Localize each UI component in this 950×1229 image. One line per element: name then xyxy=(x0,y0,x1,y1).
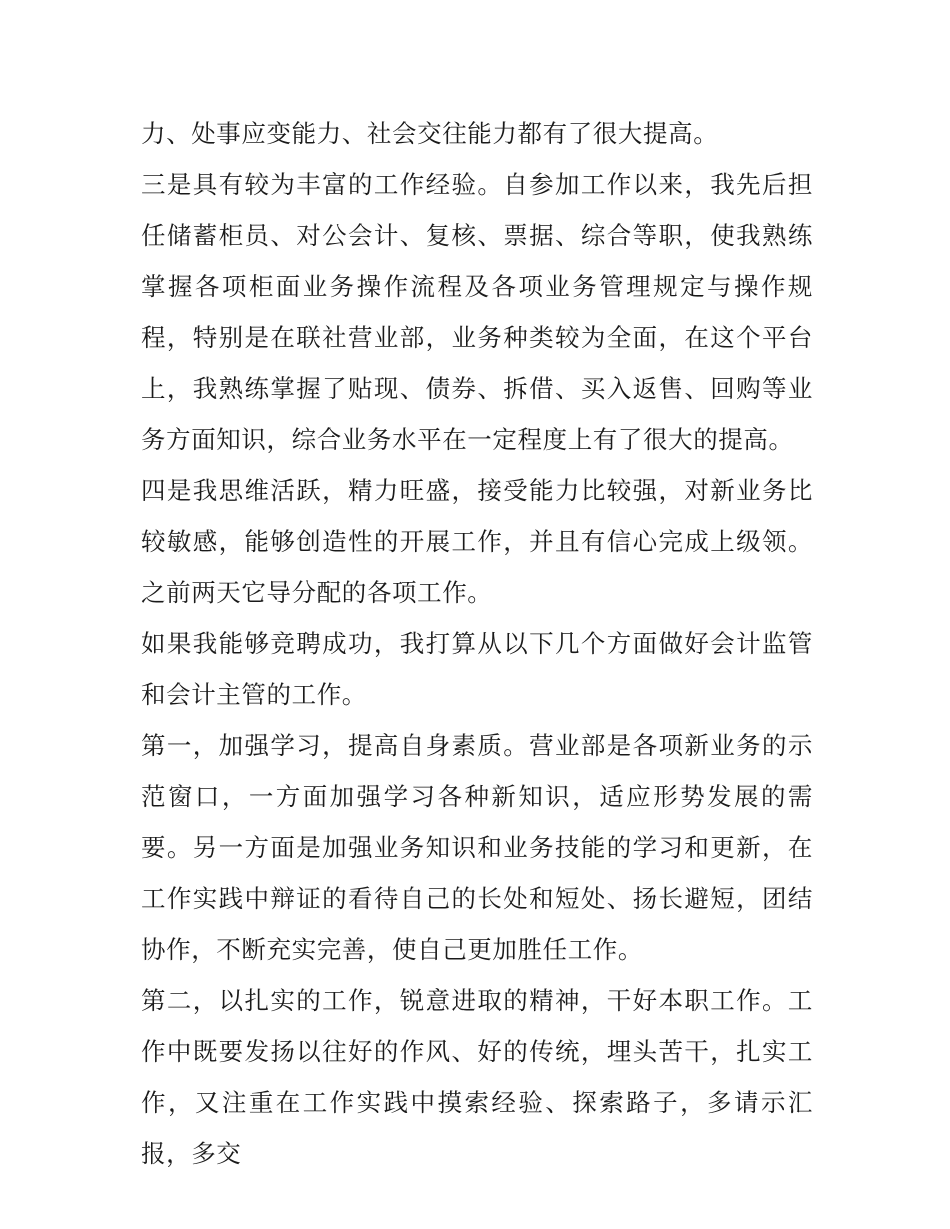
paragraph-2: 三是具有较为丰富的工作经验。自参加工作以来，我先后担任储蓄柜员、对公会计、复核、票据、综合等职，使我熟练掌握各项柜面业务操作流程及各项业务管理规定与操作规程，特别是在联社营业部，业务种类较为全面，在这个平台上，我熟练掌握了贴现、债券、拆借、买入返售、回购等业务方面知识，综合业务水平在一定程度上有了很大的提高。 xyxy=(141,170,813,454)
paragraph-4: 如果我能够竞聘成功，我打算从以下几个方面做好会计监管和会计主管的工作。 xyxy=(141,629,813,709)
paragraph-1: 力、处事应变能力、社会交往能力都有了很大提高。 xyxy=(141,119,719,148)
paragraph-3: 四是我思维活跃，精力旺盛，接受能力比较强，对新业务比较敏感，能够创造性的开展工作，并且有信心完成上级领。之前两天它导分配的各项工作。 xyxy=(141,476,813,607)
paragraph-5: 第一，加强学习，提高自身素质。营业部是各项新业务的示范窗口，一方面加强学习各种新知识，适应形势发展的需要。另一方面是加强业务知识和业务技能的学习和更新，在工作实践中辩证的看待自己的长处和短处、扬长避短，团结协作，不断充实完善，使自己更加胜任工作。 xyxy=(141,731,813,964)
paragraph-6: 第二，以扎实的工作，锐意进取的精神，干好本职工作。工作中既要发扬以往好的作风、好的传统，埋头苦干，扎实工作，又注重在工作实践中摸索经验、探索路子，多请示汇报，多交 xyxy=(141,986,813,1168)
document-body xyxy=(141,108,813,1179)
